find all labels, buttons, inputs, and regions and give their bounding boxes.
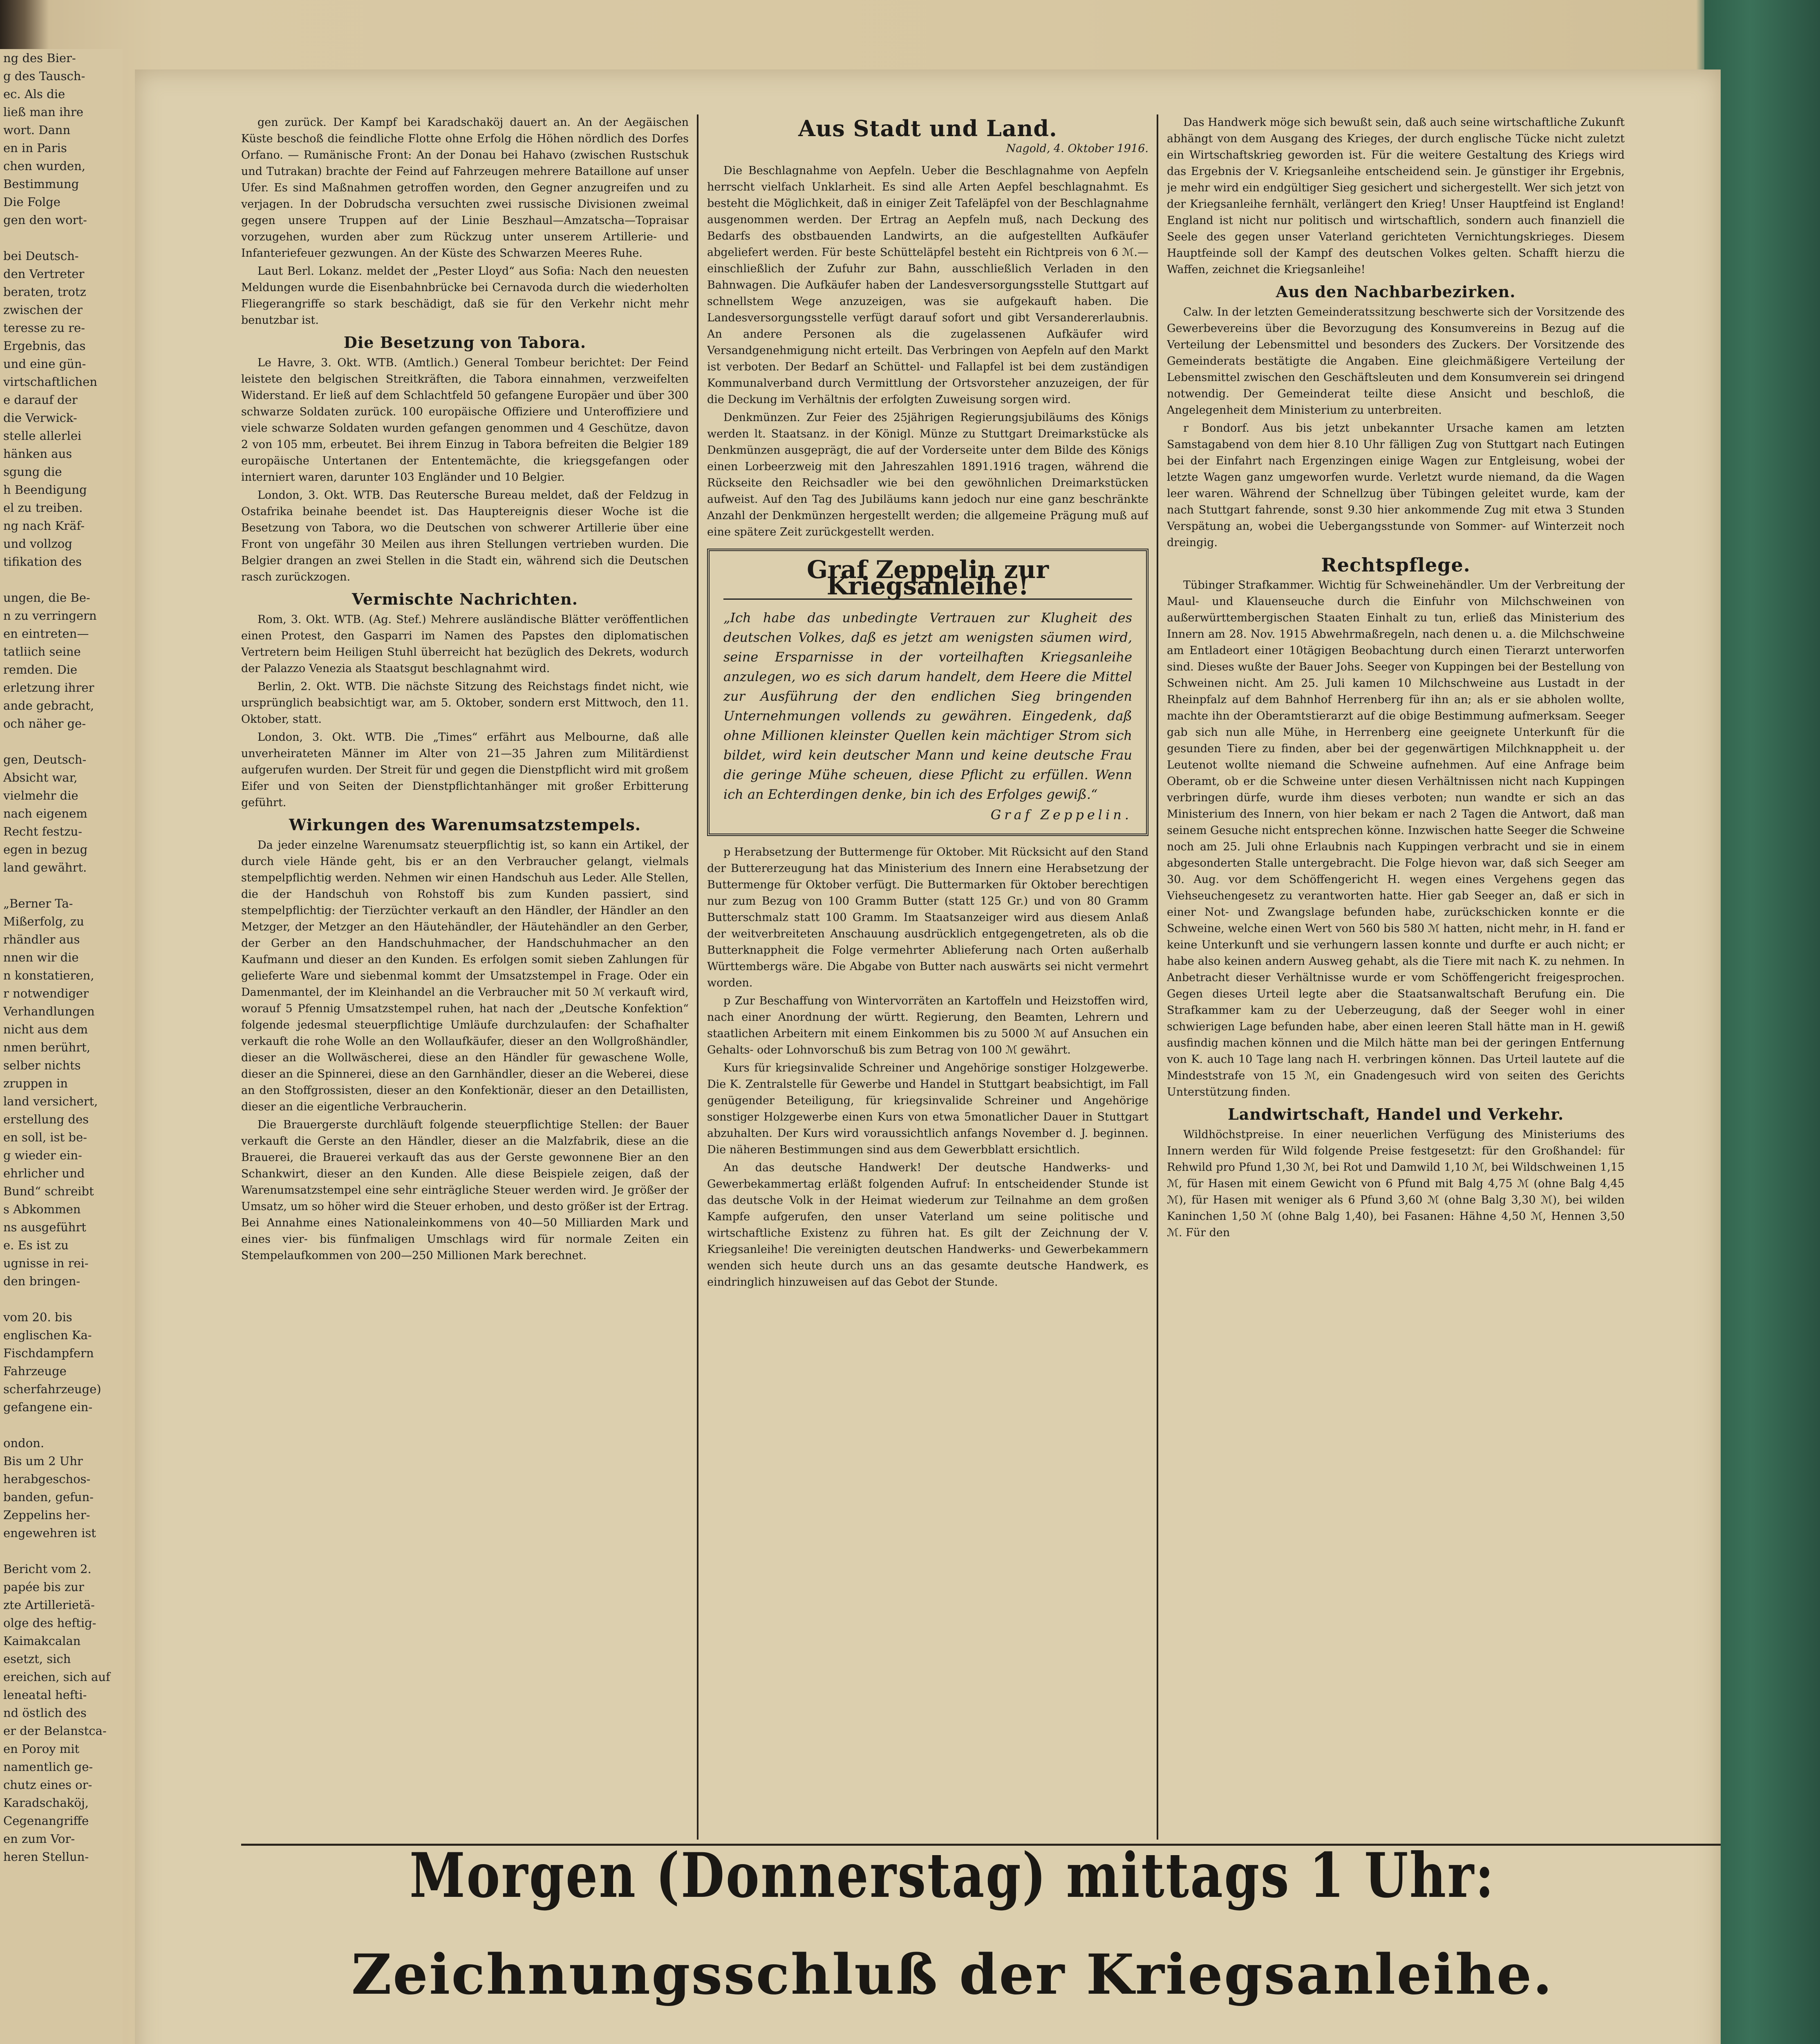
left-page-line: zruppen in: [3, 1076, 68, 1090]
paragraph: p Zur Beschaffung von Wintervorräten an Kartoffeln und Heizstoffen wird, nach einer Anordnung der württ. Regierung, den Beamten, Lehrern und staatlichen Arbeitern mit einem Einkommen bis zu 5000 ℳ auf Ansuchen ein Gehalts- oder Lohnvorschuß bis zum Betrag von 100 ℳ gewährt.: [707, 995, 1148, 1056]
paragraph: Tübinger Strafkammer. Wichtig für Schweinehändler. Um der Verbreitung der Maul- und Klauenseuche durch die Einfuhr von Milchschweinen von außerwürttembergischen Staaten Einhalt zu tun, erließ das Ministerium des Innern am 28. Nov. 1915 Abwehrmaßregeln, nach denen u. a. die Milchschweine am Entladeort einer 10tägigen Beobachtung durch einen Tierarzt unterworfen sind. Dieses wußte der Bauer Johs. Seeger von Kuppingen bei der Bestellung von Schweinen nicht. Am 25. Juli kamen 10 Milchschweine aus Lustadt in der Rheinpfalz auf dem Bahnhof Herrenberg für ihn an; als er sie abholen wollte, machte ihn der Oberamtstierarzt auf die obige Bestimmung aufmerksam. Seeger gab sich nun alle Mühe, in Herrenberg eine geeignete Unterkunft für die gesunden Tiere zu finden, aber bei der gegenwärtigen Milchknappheit u. der Leutenot wollte niemand die Schweine aufnehmen. Auf eine Anfrage beim Oberamt, ob er die Schweine unter diesen Verhältnissen nicht nach Kuppingen verbringen dürfe, wurde ihm dieses verboten; nun wandte er sich an das Ministerium des Innern, von hier bekam er nach 2 Tagen die Antwort, daß man seinem Gesuche nicht entsprechen könne. Inzwischen hatte Seeger die Schweine noch am 25. Juli ohne Erlaubnis nach Kuppingen verbracht und sie in einem abgesonderten Stalle untergebracht. Die Folge hievon war, daß sich Seeger am 30. Aug. vor dem Schöffengericht H. wegen eines Vergehens gegen das Viehseuchengesetz zu verantworten hatte. Hier gab Seeger an, daß er sich in einer Not- und Zwangslage befunden habe, zurückschicken konnte er die Schweine, welche einen Wert von 560 bis 580 ℳ hatten, nicht mehr, in H. fand er keine Unterkunft und sie verhungern lassen konnte und durfte er auch nicht; er habe also keinen andern Ausweg gehabt, als die Tiere mit nach K. zu nehmen. In Anbetracht dieser Verhältnisse wurde er vom Schöffengericht freigesprochen. Gegen dieses Urteil legte aber die Staatsanwaltschaft Berufung ein. Die Strafkammer kam zu der Ueberzeugung, daß der Seeger wohl in einer schwierigen Lage befunden habe, aber einen leeren Stall hätte man in H. gewiß ausfindig machen können und die Milch hätte man bei der geringen Entfernung von K. auch 10 Tage lang nach H. verbringen können. Das Urteil lautete auf die Mindeststrafe von 15 ℳ, ein Gnadengesuch wird von seiten des Gerichts Unterstützung finden.: [1167, 579, 1625, 1098]
left-page-line: Absicht war,: [3, 771, 78, 784]
paragraph: London, 3. Okt. WTB. Die „Times“ erfährt aus Melbourne, daß alle unverheirateten Männer im Alter von 21—35 Jahren zum Militärdienst aufgerufen wurden. Der Streit für und gegen die Dienstpflicht wird mit großem Eifer und von Seiten der Dienstpflichtanhänger mit großer Erbitterung geführt.: [241, 731, 689, 809]
left-page-line: leneatal hefti-: [3, 1688, 87, 1702]
headline-warenumsatzstempel: Wirkungen des Warenumsatzstempels.: [289, 816, 641, 834]
left-page-line: vielmehr die: [3, 789, 78, 802]
banner-line-1: Morgen (Donnerstag) mittags 1 Uhr:: [409, 1840, 1495, 1912]
left-page-line: remden. Die: [3, 663, 78, 677]
left-page-line: Cegenangriffe: [3, 1814, 89, 1828]
zeppelin-box-text: „Ich habe das unbedingte Vertrauen zur Klugheit des deutschen Volkes, daß es jetzt am wenigsten säumen wird, seine Ersparnisse in der vorteilhaften Kriegsanleihe anzulegen, wo es sich darum handelt, dem Heere die Mittel zur Ausführung der den endlichen Sieg bringenden Unternehmungen vollends zu gewähren. Eingedenk, daß ohne Millionen kleinster Quellen kein mächtiger Strom sich bildet, wird kein deutscher Mann und keine deutsche Frau die geringe Mühe scheuen, diese Pflicht zu erfüllen. Wenn ich an Echterdingen denke, bin ich des Erfolges gewiß.“: [723, 610, 1132, 802]
paragraph: Da jeder einzelne Warenumsatz steuerpflichtig ist, so kann ein Artikel, der durch viele Hände geht, bis er an den Verbraucher gelangt, vielmals stempelpflichtig werden. Nehmen wir einen Handschuh aus Leder. Alle Stellen, die der Handschuh von Rohstoff bis zum Kunden passiert, sind stempelpflichtig: der Tierzüchter verkauft an den Händler, der Händler an den Metzger, der Metzger an den Häutehändler, der Häutehändler an den Gerber, der Gerber an den Handschuhmacher, der Handschuhmacher an den Kaufmann und dieser an den Kunden. Es erfolgen somit sieben Zahlungen für gelieferte Ware und siebenmal kommt der Umsatzstempel in Frage. Oder ein Damenmantel, der im Kleinhandel an die Verbraucher mit 50 ℳ verkauft wird, worauf 5 Pfennig Umsatzstempel ruhen, hat nach der „Deutsche Konfektion“ folgende jedesmal steuerpflichtige Umläufe durchzulaufen: der Schafhalter verkauft die rohe Wolle an den Wollaufkäufer, dieser an den Wollgroßhändler, dieser an die Wollwäscherei, diese an den Händler für gewaschene Wolle, dieser an die Spinnerei, diese an den Garnhändler, dieser an die Weberei, diese an den Stoffgrossisten, dieser an den Konfektionär, dieser an den Detaillisten, dieser an die eigentliche Verbraucherin.: [241, 839, 689, 1113]
left-page-line: Zeppelins her-: [3, 1508, 90, 1522]
left-page-line: [0, 1542, 123, 1560]
left-page-line: el zu treiben.: [3, 501, 83, 515]
left-page-line: die Verwick-: [3, 411, 77, 425]
left-page-line: ec. Als die: [3, 87, 65, 101]
left-page-line: olge des heftig-: [3, 1616, 96, 1630]
left-page-line: Die Folge: [3, 195, 60, 209]
left-page-line: ondon.: [3, 1436, 45, 1450]
left-page-line: r notwendiger: [3, 986, 89, 1000]
headline-tabora: Die Besetzung von Tabora.: [343, 333, 587, 352]
paragraph: Kurs für kriegsinvalide Schreiner und Angehörige sonstiger Holzgewerbe. Die K. Zentralstelle für Gewerbe und Handel in Stuttgart beabsichtigt, im Fall genügender Beteiligung, für kriegsinvalide Schreiner und Angehörige sonstiger Holzgewerbe einen Kurs von etwa 5monatlicher Dauer in Stuttgart abzuhalten. Der Kurs wird voraussichtlich anfangs November d. J. beginnen. Die näheren Bestimmungen sind aus dem Gewerbblatt ersichtlich.: [707, 1062, 1148, 1156]
left-page-line: erletzung ihrer: [3, 681, 94, 695]
left-page-line: heren Stellun-: [3, 1850, 89, 1864]
left-page-line: tatliich seine: [3, 645, 81, 659]
left-page-line: sgung die: [3, 465, 62, 479]
dateline: Nagold, 4. Oktober 1916.: [1006, 142, 1148, 155]
left-page-line: ng des Bier-: [3, 51, 76, 65]
left-page-line: s Abkommen: [3, 1202, 81, 1216]
left-page-line: nnen wir die: [3, 950, 79, 964]
left-page-line: och näher ge-: [3, 717, 86, 731]
headline-nachbarbezirke: Aus den Nachbarbezirken.: [1276, 282, 1516, 301]
left-page-line: en soll, ist be-: [3, 1130, 87, 1144]
zeppelin-signature: Graf Zeppelin.: [990, 807, 1132, 823]
left-page-line: engewehren ist: [3, 1526, 96, 1540]
left-page-line: Karadschaköj,: [3, 1796, 89, 1810]
left-page-line: Bericht vom 2.: [3, 1562, 92, 1576]
left-page-line: den bringen-: [3, 1274, 81, 1288]
book-binding-edge: [1704, 0, 1820, 2044]
headline-rechtspflege: Rechtspflege.: [1321, 554, 1471, 576]
left-page-line: land gewährt.: [3, 861, 87, 874]
headline-vermischte: Vermischte Nachrichten.: [352, 590, 578, 608]
left-page-line: erstellung des: [3, 1112, 89, 1126]
left-page-line: englischen Ka-: [3, 1328, 92, 1342]
left-page-line: [0, 1290, 123, 1308]
paragraph: Le Havre, 3. Okt. WTB. (Amtlich.) General Tombeur berichtet: Der Feind leistete den belgischen Streitkräften, die Tabora einnahmen, verzweifelten Widerstand. Er ließ auf dem Schlachtfeld 50 gefangene Europäer und über 300 schwarze Soldaten zurück. 100 europäische Offiziere und Unteroffiziere und viele schwarze Soldaten wurden gefangen genommen und 4 Geschütze, davon 2 von 105 mm, erbeutet. Bei ihrem Einzug in Tabora befreiten die Belgier 189 europäische Untertanen der Ententemächte, die kriegsgefangen oder interniert waren, darunter 103 Engländer und 10 Belgier.: [241, 356, 689, 484]
left-page-line: Fahrzeuge: [3, 1364, 67, 1378]
left-page-line: gefangene ein-: [3, 1400, 93, 1414]
paragraph: Berlin, 2. Okt. WTB. Die nächste Sitzung des Reichstags findet nicht, wie ursprünglich beabsichtigt war, am 5. Oktober, sondern erst Mittwoch, den 11. Oktober, statt.: [241, 680, 689, 726]
paragraph: London, 3. Okt. WTB. Das Reutersche Bureau meldet, daß der Feldzug in Ostafrika beinahe beendet ist. Das Hauptereignis dieser Woche ist die Besetzung von Tabora, wo die Deutschen von schwerer Artillerie über eine Front von ungefähr 30 Meilen aus ihren Stellungen vertrieben wurden. Die Belgier drangen an zwei Stellen in die Stadt ein, während sich die Deutschen rasch zurückzogen.: [241, 489, 689, 583]
left-page-line: ungen, die Be-: [3, 591, 90, 605]
left-page-line: selber nichts: [3, 1058, 81, 1072]
left-page-line: bei Deutsch-: [3, 249, 79, 263]
left-page-line: teresse zu re-: [3, 321, 85, 335]
paragraph: An das deutsche Handwerk! Der deutsche Handwerks- und Gewerbekammertag erläßt folgenden Aufruf: In entscheidender Stunde ist das deutsche Volk in der Heimat wiederum zur Teilnahme an dem großen Kampfe aufgerufen, den unser Vaterland um seine politische und wirtschaftliche Existenz zu führen hat. Es gilt der Zeichnung der V. Kriegsanleihe! Die vereinigten deutschen Handwerks- und Gewerbekammern wenden sich heute durch uns an das gesamte deutsche Handwerk, es eindringlich hinzuweisen auf das Gebot der Stunde.: [707, 1161, 1148, 1289]
left-page-line: banden, gefun-: [3, 1490, 94, 1504]
left-page-line: virtschaftlichen: [3, 375, 97, 389]
left-page-line: papée bis zur: [3, 1580, 84, 1594]
headline-landwirtschaft: Landwirtschaft, Handel und Verkehr.: [1227, 1105, 1564, 1123]
left-page-line: ande gebracht,: [3, 699, 94, 713]
left-page-line: Mißerfolg, zu: [3, 914, 84, 928]
left-page-line: Bund“ schreibt: [3, 1184, 94, 1198]
left-page-line: scherfahrzeuge): [3, 1382, 101, 1396]
left-page-line: n konstatieren,: [3, 968, 94, 982]
column-3: [1167, 114, 1625, 1840]
paragraph: p Herabsetzung der Buttermenge für Oktober. Mit Rücksicht auf den Stand der Buttererzeugung hat das Ministerium des Innern eine Herabsetzung der Buttermenge für Oktober verfügt. Die Buttermarken für Oktober berechtigen nur zum Bezug von 100 Gramm Butter (statt 125 Gr.) und von 80 Gramm Butterschmalz statt 100 Gramm. Im Staatsanzeiger wird aus diesem Anlaß der weitverbreiteten Anschauung ausdrücklich entgegengetreten, als ob die Butterknappheit die Folge vermehrter Ablieferung nach Orten außerhalb Württembergs wäre. Die Abgabe von Butter nach auswärts sei nicht vermehrt worden.: [707, 846, 1148, 989]
newspaper-page: [135, 69, 1721, 2044]
left-page-line: stelle allerlei: [3, 429, 82, 443]
left-page-line: Bestimmung: [3, 177, 79, 191]
column-2: [707, 114, 1148, 1840]
left-page-line: beraten, trotz: [3, 285, 86, 299]
left-page-line: hänken aus: [3, 447, 72, 461]
left-page-line: [0, 571, 123, 589]
paragraph: Calw. In der letzten Gemeinderatssitzung beschwerte sich der Vorsitzende des Gewerbevereins über die Bevorzugung des Konsumvereins in Bezug auf die Verteilung der Lebensmittel und besonders des Zuckers. Der Vorsitzende des Gemeinderats bestätigte die Angaben. Eine gleichmäßigere Verteilung der Lebensmittel zwischen den Geschäftsleuten und dem Konsumverein sei dringend notwendig. Der Gemeinderat teilte diese Ansicht und beschloß, die Angelegenheit dem Ministerium zu unterbreiten.: [1167, 306, 1625, 417]
paragraph: Wildhöchstpreise. In einer neuerlichen Verfügung des Ministeriums des Innern werden für Wild folgende Preise festgesetzt: für den Großhandel: für Rehwild pro Pfund 1,30 ℳ, bei Rot und Damwild 1,10 ℳ, bei Wildschweinen 1,15 ℳ, für Hasen mit einem Gewicht von 6 Pfund mit Balg 4,75 ℳ (ohne Balg 4,45 ℳ), für Hasen mit weniger als 6 Pfund 3,60 ℳ (ohne Balg 3,30 ℳ), bei wilden Kaninchen 1,50 ℳ (ohne Balg 1,40), bei Fasanen: Hähne 4,50 ℳ, Hennen 3,50 ℳ. Für den: [1167, 1128, 1625, 1239]
paragraph: r Bondorf. Aus bis jetzt unbekannter Ursache kamen am letzten Samstagabend von dem hier 8.10 Uhr fälligen Zug von Stuttgart nach Eutingen bei der Einfahrt nach Ergenzingen einige Wagen zur Entgleisung, wobei der letzte Wagen ganz umgeworfen wurde. Verletzt wurde niemand, da die Wagen leer waren. Während der Schnellzug über Tübingen geleitet wurde, kam der nach Stuttgart fahrende, sonst 9.30 hier ankommende Zug mit etwa 3 Stunden Verspätung an, wobei die Uebergangsstunde von Sommer- auf Winterzeit noch dreingig.: [1167, 422, 1625, 549]
left-page-line: [0, 1416, 123, 1434]
left-page-line: Fischdampfern: [3, 1346, 94, 1360]
left-page-line: ng nach Kräf-: [3, 519, 85, 533]
zeppelin-box-title: Graf Zeppelin zur Kriegsanleihe!: [723, 562, 1132, 600]
left-page-line: ns ausgeführt: [3, 1220, 86, 1234]
left-page-line: [0, 229, 123, 247]
left-page-line: „Berner Ta-: [3, 896, 73, 910]
left-page-line: nmen berührt,: [3, 1040, 90, 1054]
left-page-line: en in Paris: [3, 141, 67, 155]
left-page-line: zte Artillerietä-: [3, 1598, 95, 1612]
left-page-line: vom 20. bis: [3, 1310, 72, 1324]
left-page-line: herabgeschos-: [3, 1472, 91, 1486]
left-page-line: gen den wort-: [3, 213, 87, 227]
left-page-line: egen in bezug: [3, 843, 88, 856]
left-page-line: g wieder ein-: [3, 1148, 82, 1162]
left-page-line: tifikation des: [3, 555, 82, 569]
paragraph: gen zurück. Der Kampf bei Karadschaköj dauert an. An der Aegäischen Küste beschoß die feindliche Flotte ohne Erfolg die Höhen nördlich des Dorfes Orfano. — Rumänische Front: An der Donau bei Hahavo (zwischen Rustschuk und Tutrakan) brachte der Feind auf Fahrzeugen mehrere Bataillone auf unser Ufer. Es sind Maßnahmen getroffen worden, den Gegner anzugreifen und zu verjagen. In der Dobrudscha versuchten zwei russische Divisionen zweimal gegen unsere Truppen auf der Linie Beszhaul—Amzatscha—Topraisar vorzugehen, wurden aber zum Rückzug unter unserem Artillerie- und Infanteriefeuer gezwungen. An der Küste des Schwarzen Meeres Ruhe.: [241, 116, 689, 260]
left-page-line: zwischen der: [3, 303, 83, 317]
left-page-line: land versichert,: [3, 1094, 98, 1108]
left-page-line: er der Belanstca-: [3, 1724, 107, 1738]
left-page-line: [0, 876, 123, 894]
left-page-line: chen wurden,: [3, 159, 85, 173]
left-page-line: nicht aus dem: [3, 1022, 88, 1036]
left-page-line: rhändler aus: [3, 932, 80, 946]
left-page-line: wort. Dann: [3, 123, 71, 137]
column-rule: [1157, 114, 1158, 1840]
left-page-line: den Vertreter: [3, 267, 85, 281]
left-page-line: Bis um 2 Uhr: [3, 1454, 83, 1468]
headline-aus-stadt-und-land: Aus Stadt und Land.: [798, 115, 1057, 141]
zeppelin-box: [707, 549, 1148, 836]
paragraph: Die Brauergerste durchläuft folgende steuerpflichtige Stellen: der Bauer verkauft die Gerste an den Händler, dieser an die Malzfabrik, diese an die Brauerei, die Brauerei verkauft das aus der Gerste gewonnene Bier an den Schankwirt, dieser an den Kunden. Alle diese Beispiele zeigen, daß der Warenumsatzstempel eine sehr einträgliche Steuer werden wird. Je größer der Umsatz, um so höher wird die Steuer erhoben, und desto größer ist der Ertrag. Bei Annahme eines Nationaleinkommens von 40—50 Milliarden Mark und eines vier- bis fünfmaligen Umschlags wird für normale Zeiten ein Stempelaufkommen von 200—250 Millionen Mark berechnet.: [241, 1118, 689, 1262]
left-page-line: [0, 733, 123, 751]
left-page-line: g des Tausch-: [3, 69, 85, 83]
left-page-line: und vollzog: [3, 537, 72, 551]
left-page-line: en Poroy mit: [3, 1742, 80, 1756]
left-page-line: n zu verringern: [3, 609, 97, 623]
paragraph: Denkmünzen. Zur Feier des 25jährigen Regierungsjubiläums des Königs werden lt. Staatsanz. in der Königl. Münze zu Stuttgart Dreimarkstücke als Denkmünzen ausgeprägt, die auf der Vorderseite unter dem Bilde des Königs einen Lorbeerzweig mit den Jahreszahlen 1891.1916 tragen, während die Rückseite den Reichsadler wie bei den gewöhnlichen Dreimarkstücken aufweist. Auf den Tag des Jubiläums kann jedoch nur eine ganz beschränkte Anzahl der Denkmünzen hergestellt werden; die allgemeine Prägung muß auf eine spätere Zeit zurückgestellt werden.: [707, 411, 1148, 538]
banner-line-2: Zeichnungsschluß der Kriegsanleihe.: [351, 1942, 1554, 2007]
left-page-line: nach eigenem: [3, 807, 87, 820]
left-page-line: Verhandlungen: [3, 1004, 95, 1018]
left-page-line: nd östlich des: [3, 1706, 87, 1720]
left-page-line: en zum Vor-: [3, 1832, 75, 1846]
left-page-line: esetzt, sich: [3, 1652, 71, 1666]
left-page-line: ugnisse in rei-: [3, 1256, 89, 1270]
left-page-line: ehrlicher und: [3, 1166, 85, 1180]
left-page-line: Recht festzu-: [3, 825, 82, 838]
left-page-line: Ergebnis, das: [3, 339, 86, 353]
column-1: [241, 114, 689, 1840]
paragraph: Die Beschlagnahme von Aepfeln. Ueber die Beschlagnahme von Aepfeln herrscht vielfach Unklarheit. Es sind alle Arten Aepfel beschlagnahmt. Es besteht die Möglichkeit, daß in einiger Zeit Tafeläpfel von der Beschlagnahme ausgenommen werden. Der Ertrag an Aepfeln muß, nach Deckung des Bedarfs des obstbauenden Landwirts, an die aufgestellten Aufkäufer abgeliefert werden. Für beste Schütteläpfel besteht ein Richtpreis von 6 ℳ.— einschließlich der Zufuhr zur Bahn, ausschließlich Verladen in den Bahnwagen. Die Aufkäufer haben der Landesversorgungsstelle Stuttgart auf schnellstem Wege anzuzeigen, was sie aufgekauft haben. Die Landesversorgungsstelle verfügt darauf sofort und gibt Versandererlaubnis. An andere Personen als die zugelassenen Aufkäufer wird Versandgenehmigung nicht erteilt. Das Verbringen von Aepfeln auf den Markt ist verboten. Der Bedarf an Schüttel- und Fallapfel ist bei dem zuständigen Kommunalverband durch Vermittlung der Ortsvorsteher anzuzeigen, der für die Deckung im Verhältnis der erfolgten Zuweisung sorgen wird.: [707, 164, 1148, 406]
left-page-line: ereichen, sich auf: [3, 1670, 110, 1684]
left-page-line: gen, Deutsch-: [3, 753, 87, 766]
left-page-line: chutz eines or-: [3, 1778, 92, 1792]
left-page-line: und eine gün-: [3, 357, 86, 371]
left-page-line: e darauf der: [3, 393, 78, 407]
left-page-line: en eintreten—: [3, 627, 89, 641]
left-page-fragment: [0, 49, 123, 2044]
left-page-line: ließ man ihre: [3, 105, 83, 119]
paragraph: Laut Berl. Lokanz. meldet der „Pester Lloyd“ aus Sofia: Nach den neuesten Meldungen wurde die Eisenbahnbrücke bei Cernavoda durch die wiederholten Fliegerangriffe so stark beschädigt, daß sie für den Verkehr nicht mehr benutzbar ist.: [241, 265, 689, 327]
left-page-line: Kaimakcalan: [3, 1634, 81, 1648]
paragraph: Rom, 3. Okt. WTB. (Ag. Stef.) Mehrere ausländische Blätter veröffentlichen einen Protest, den Gasparri im Namen des Papstes den diplomatischen Vertretern beim Heiligen Stuhl überreicht hat bezüglich des Dekrets, wodurch der Palazzo Venezia als Staatsgut beschlagnahmt wird.: [241, 613, 689, 675]
left-page-line: h Beendigung: [3, 483, 87, 497]
left-page-line: e. Es ist zu: [3, 1238, 69, 1252]
paragraph: Das Handwerk möge sich bewußt sein, daß auch seine wirtschaftliche Zukunft abhängt von dem Ausgang des Krieges, der durch englische Tücke nicht zuletzt ein Wirtschaftskrieg geworden ist. Für die weitere Gestaltung des Kriegs wird das Ergebnis der V. Kriegsanleihe entscheidend sein. Je günstiger ihr Ergebnis, je mehr wird ein endgültiger Sieg gesichert und sichergestellt. Wer sich jetzt von der Kriegsanleihe fernhält, verlängert den Krieg! Unser Hauptfeind ist England! England ist nicht nur politisch und wirtschaftlich, sondern auch finanziell die Seele des gegen unser Vaterland gerichteten Vernichtungskrieges. Diesem Hauptfeinde soll der Kampf des deutschen Volkes gelten. Schafft hierzu die Waffen, zeichnet die Kriegsanleihe!: [1167, 116, 1625, 276]
left-page-line: namentlich ge-: [3, 1760, 93, 1774]
column-rule: [697, 114, 698, 1840]
